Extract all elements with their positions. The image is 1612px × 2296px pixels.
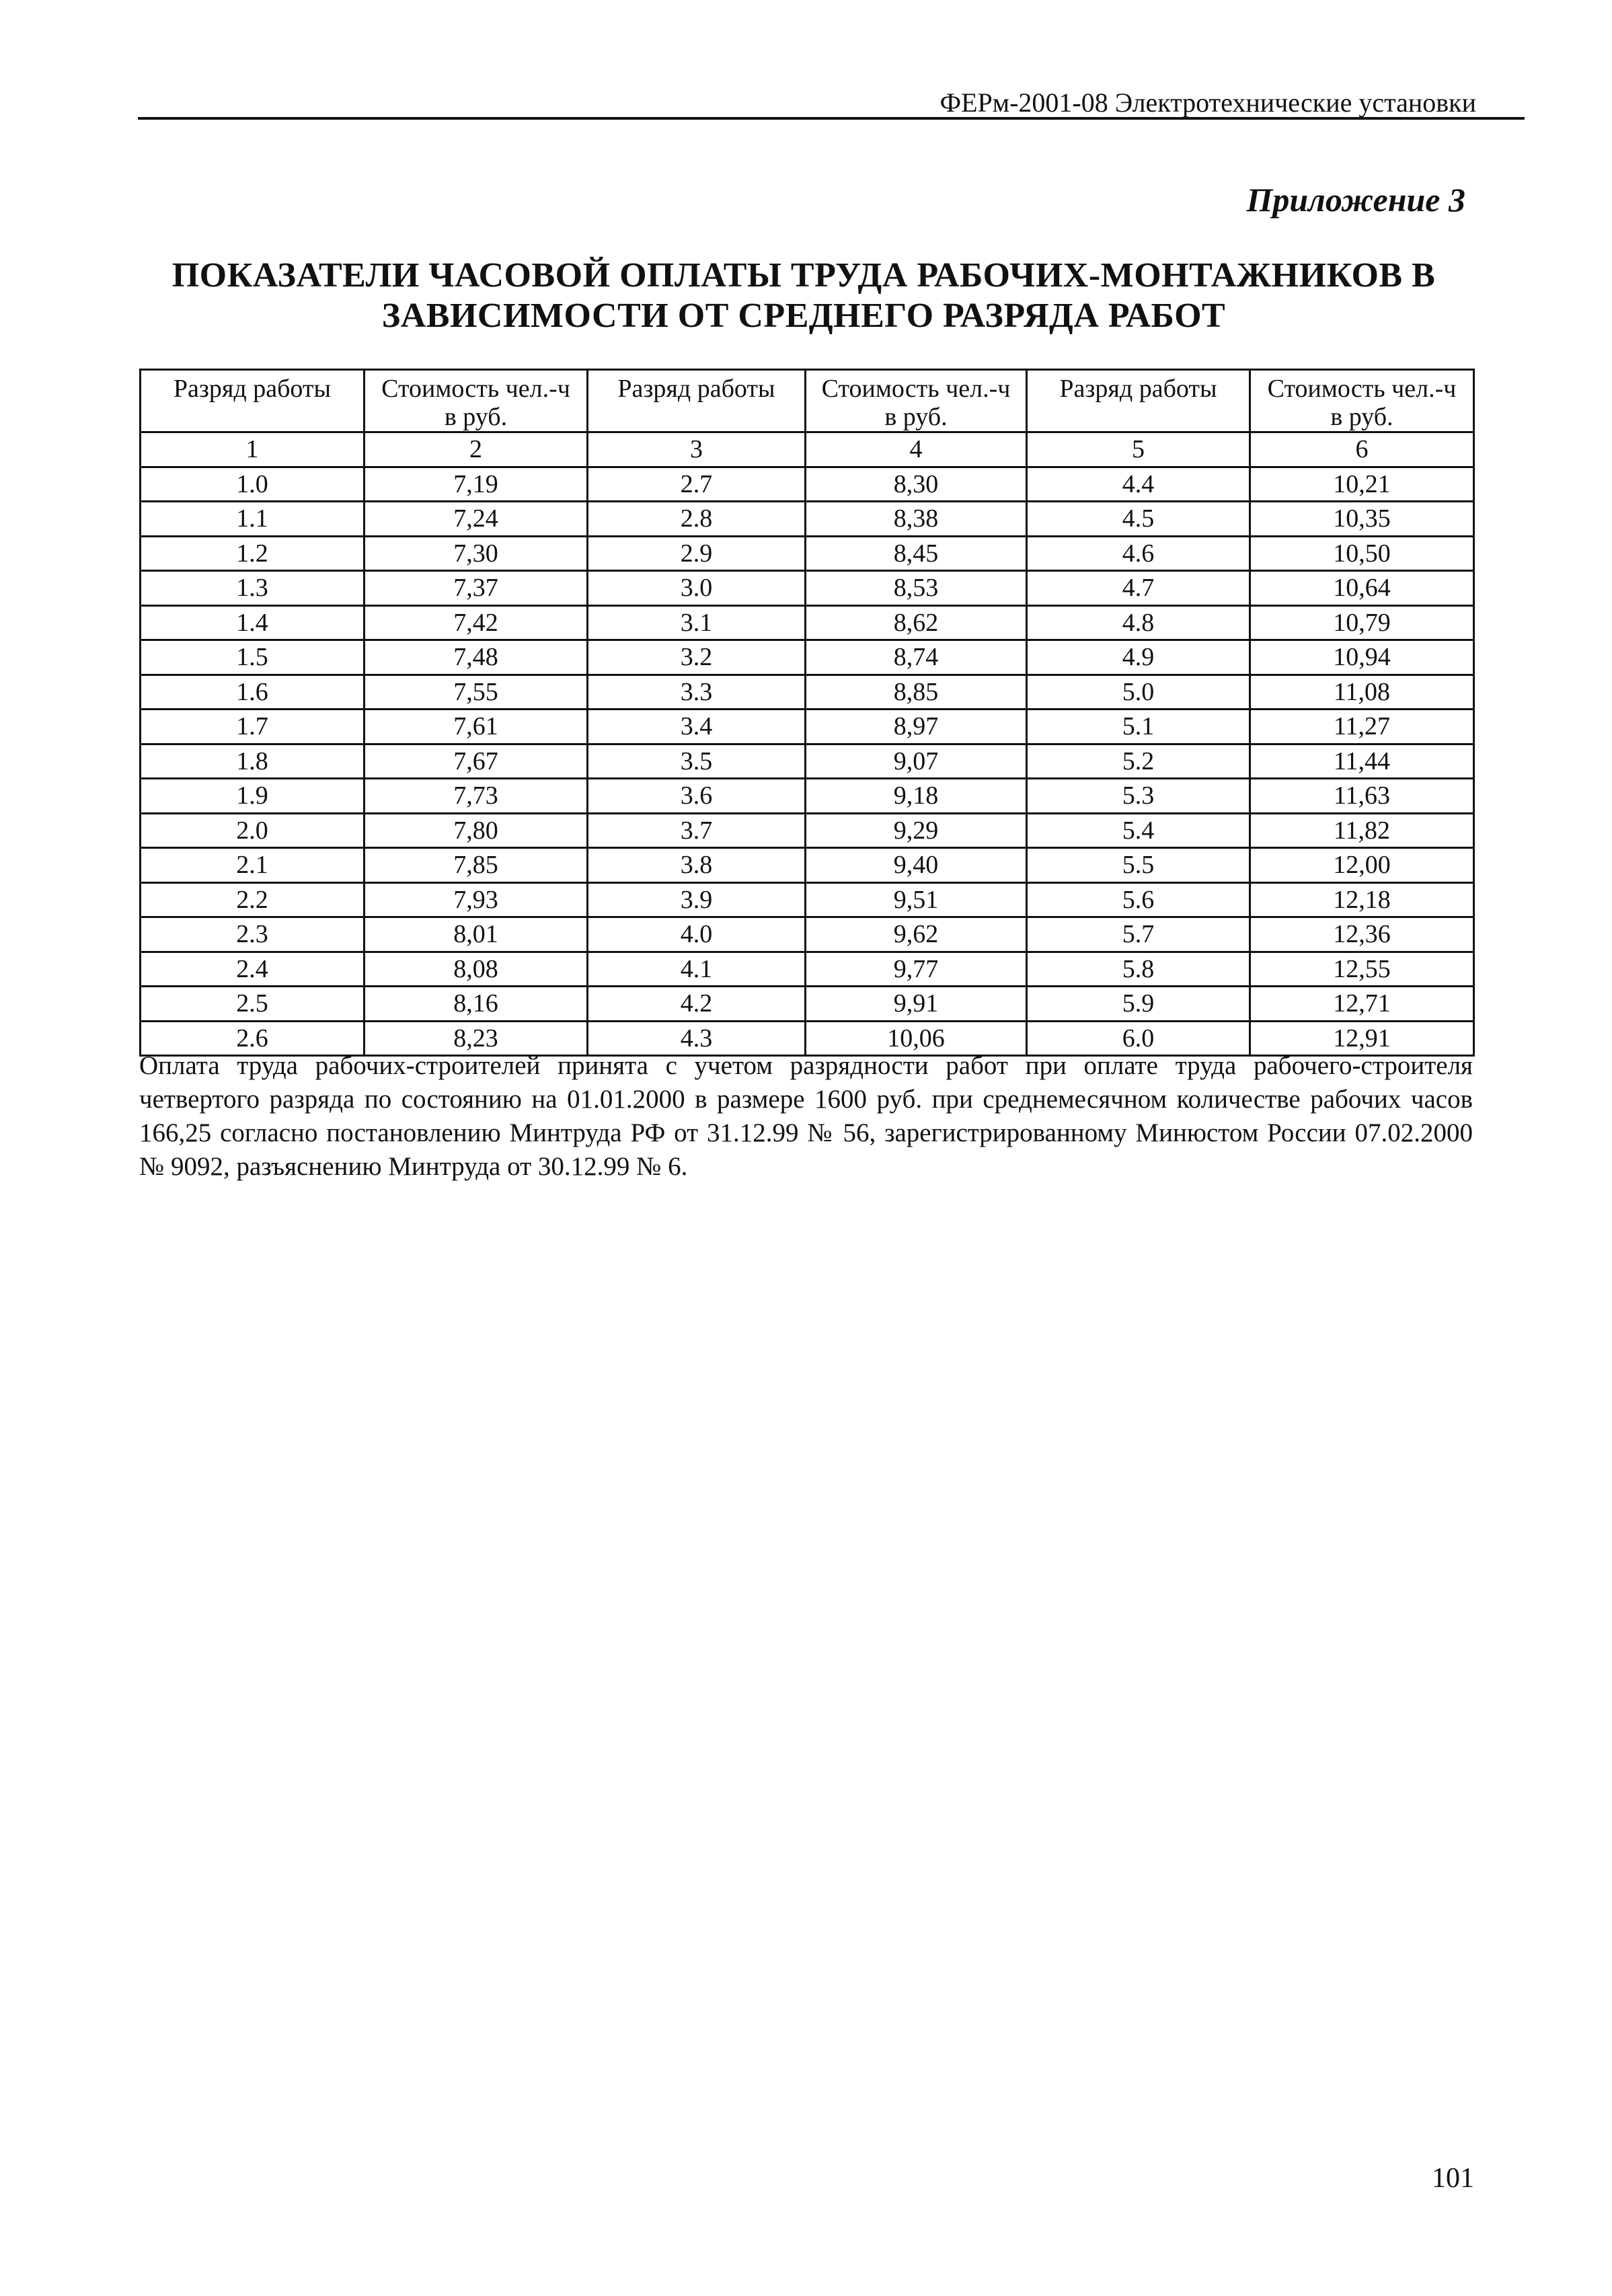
header-cell <box>141 370 364 432</box>
cost-cell: 8,74 <box>806 640 1027 675</box>
grade-cell: 1.2 <box>141 536 364 571</box>
table-row <box>141 675 1474 710</box>
cost-cell: 10,79 <box>1250 605 1474 640</box>
column-number: 2 <box>364 432 588 467</box>
cost-cell: 9,51 <box>806 882 1027 917</box>
cost-cell: 7,19 <box>364 467 588 502</box>
header-line: Разряд работы <box>1059 375 1217 403</box>
rates-table <box>139 369 1475 1057</box>
cost-cell: 10,64 <box>1250 571 1474 606</box>
grade-cell: 4.5 <box>1027 502 1250 537</box>
cost-cell: 9,29 <box>806 813 1027 848</box>
grade-cell: 4.6 <box>1027 536 1250 571</box>
cost-cell: 12,71 <box>1250 987 1474 1022</box>
table-row <box>141 640 1474 675</box>
page-number: 101 <box>1432 2163 1474 2194</box>
table-header-row <box>141 370 1474 432</box>
cost-cell: 9,18 <box>806 779 1027 814</box>
grade-cell: 1.0 <box>141 467 364 502</box>
grade-cell: 1.7 <box>141 710 364 744</box>
header-line: в руб. <box>1330 403 1393 431</box>
table-row <box>141 502 1474 537</box>
grade-cell: 4.7 <box>1027 571 1250 606</box>
grade-cell: 6.0 <box>1027 1021 1250 1056</box>
column-number: 3 <box>588 432 806 467</box>
cost-cell: 7,30 <box>364 536 588 571</box>
cost-cell: 12,91 <box>1250 1021 1474 1056</box>
cost-cell: 7,85 <box>364 848 588 883</box>
header-cell <box>588 370 806 432</box>
grade-cell: 1.1 <box>141 502 364 537</box>
header-cell <box>1250 370 1474 432</box>
table-row <box>141 744 1474 779</box>
grade-cell: 1.4 <box>141 605 364 640</box>
table-row <box>141 571 1474 606</box>
appendix-label: Приложение 3 <box>1246 181 1465 219</box>
table-row <box>141 779 1474 814</box>
table-row <box>141 882 1474 917</box>
table-row <box>141 952 1474 987</box>
cost-cell: 7,55 <box>364 675 588 710</box>
grade-cell: 3.4 <box>588 710 806 744</box>
table-row <box>141 605 1474 640</box>
cost-cell: 11,08 <box>1250 675 1474 710</box>
cost-cell: 7,93 <box>364 882 588 917</box>
cost-cell: 8,62 <box>806 605 1027 640</box>
footnote-paragraph: Оплата труда рабочих-строителей принята с учетом разрядности работ при оплате труда рабочего-строителя четвертого разряда по состоянию на 01.01.2000 в размере 1600 руб. при среднемесячном количестве рабочих часов 166,25 согласно постановлению Минтруда РФ от 31.12.99 № 56, зарегистрированному Минюстом России 07.02.2000 № 9092, разъяснению Минтруда от 30.12.99 № 6. <box>139 1051 1473 1181</box>
grade-cell: 2.9 <box>588 536 806 571</box>
cost-cell: 7,80 <box>364 813 588 848</box>
grade-cell: 1.3 <box>141 571 364 606</box>
column-number: 1 <box>141 432 364 467</box>
running-header <box>138 86 1525 120</box>
cost-cell: 9,07 <box>806 744 1027 779</box>
grade-cell: 5.6 <box>1027 882 1250 917</box>
grade-cell: 2.1 <box>141 848 364 883</box>
column-number: 4 <box>806 432 1027 467</box>
cost-cell: 8,45 <box>806 536 1027 571</box>
header-line: Стоимость чел.-ч <box>381 375 570 403</box>
cost-cell: 9,77 <box>806 952 1027 987</box>
grade-cell: 2.7 <box>588 467 806 502</box>
grade-cell: 1.9 <box>141 779 364 814</box>
cost-cell: 7,73 <box>364 779 588 814</box>
cost-cell: 7,37 <box>364 571 588 606</box>
grade-cell: 1.8 <box>141 744 364 779</box>
cost-cell: 11,63 <box>1250 779 1474 814</box>
grade-cell: 2.4 <box>141 952 364 987</box>
grade-cell: 2.5 <box>141 987 364 1022</box>
grade-cell: 4.4 <box>1027 467 1250 502</box>
cost-cell: 7,61 <box>364 710 588 744</box>
cost-cell: 12,36 <box>1250 917 1474 952</box>
grade-cell: 4.9 <box>1027 640 1250 675</box>
grade-cell: 4.3 <box>588 1021 806 1056</box>
cost-cell: 9,91 <box>806 987 1027 1022</box>
cost-cell: 8,97 <box>806 710 1027 744</box>
grade-cell: 3.9 <box>588 882 806 917</box>
grade-cell: 2.6 <box>141 1021 364 1056</box>
header-line: Разряд работы <box>617 375 775 403</box>
cost-cell: 8,85 <box>806 675 1027 710</box>
grade-cell: 5.3 <box>1027 779 1250 814</box>
table-row <box>141 467 1474 502</box>
running-title: ФЕРм-2001-08 Электротехнические установки <box>939 87 1476 118</box>
grade-cell: 2.3 <box>141 917 364 952</box>
grade-cell: 4.8 <box>1027 605 1250 640</box>
cost-cell: 9,62 <box>806 917 1027 952</box>
table-row <box>141 536 1474 571</box>
cost-cell: 8,38 <box>806 502 1027 537</box>
cost-cell: 11,44 <box>1250 744 1474 779</box>
grade-cell: 5.0 <box>1027 675 1250 710</box>
header-cell <box>806 370 1027 432</box>
cost-cell: 10,06 <box>806 1021 1027 1056</box>
cost-cell: 8,53 <box>806 571 1027 606</box>
grade-cell: 5.2 <box>1027 744 1250 779</box>
column-number: 5 <box>1027 432 1250 467</box>
cost-cell: 8,08 <box>364 952 588 987</box>
cost-cell: 10,35 <box>1250 502 1474 537</box>
cost-cell: 7,42 <box>364 605 588 640</box>
grade-cell: 3.0 <box>588 571 806 606</box>
cost-cell: 8,01 <box>364 917 588 952</box>
grade-cell: 3.5 <box>588 744 806 779</box>
table-row <box>141 710 1474 744</box>
table-row <box>141 848 1474 883</box>
header-cell <box>364 370 588 432</box>
table-row <box>141 987 1474 1022</box>
grade-cell: 5.4 <box>1027 813 1250 848</box>
cost-cell: 7,67 <box>364 744 588 779</box>
title-line-2: ЗАВИСИМОСТИ ОТ СРЕДНЕГО РАЗРЯДА РАБОТ <box>381 297 1226 335</box>
header-cell <box>1027 370 1250 432</box>
grade-cell: 5.5 <box>1027 848 1250 883</box>
grade-cell: 2.8 <box>588 502 806 537</box>
cost-cell: 9,40 <box>806 848 1027 883</box>
cost-cell: 7,48 <box>364 640 588 675</box>
cost-cell: 11,27 <box>1250 710 1474 744</box>
cost-cell: 8,23 <box>364 1021 588 1056</box>
cost-cell: 10,94 <box>1250 640 1474 675</box>
grade-cell: 5.8 <box>1027 952 1250 987</box>
grade-cell: 3.3 <box>588 675 806 710</box>
grade-cell: 5.7 <box>1027 917 1250 952</box>
header-line: Разряд работы <box>173 375 332 403</box>
grade-cell: 4.2 <box>588 987 806 1022</box>
grade-cell: 4.0 <box>588 917 806 952</box>
grade-cell: 3.8 <box>588 848 806 883</box>
grade-cell: 5.1 <box>1027 710 1250 744</box>
grade-cell: 5.9 <box>1027 987 1250 1022</box>
header-line: в руб. <box>444 403 508 431</box>
cost-cell: 12,55 <box>1250 952 1474 987</box>
grade-cell: 2.0 <box>141 813 364 848</box>
document-title <box>138 256 1469 336</box>
grade-cell: 1.6 <box>141 675 364 710</box>
table-row <box>141 813 1474 848</box>
cost-cell: 8,30 <box>806 467 1027 502</box>
header-line: Стоимость чел.-ч <box>821 375 1011 403</box>
cost-cell: 11,82 <box>1250 813 1474 848</box>
title-line-1: ПОКАЗАТЕЛИ ЧАСОВОЙ ОПЛАТЫ ТРУДА РАБОЧИХ-МОНТАЖНИКОВ В <box>171 256 1436 295</box>
grade-cell: 3.6 <box>588 779 806 814</box>
cost-cell: 12,00 <box>1250 848 1474 883</box>
cost-cell: 8,16 <box>364 987 588 1022</box>
cost-cell: 10,21 <box>1250 467 1474 502</box>
cost-cell: 10,50 <box>1250 536 1474 571</box>
cost-cell: 12,18 <box>1250 882 1474 917</box>
table-body <box>141 467 1474 1056</box>
grade-cell: 1.5 <box>141 640 364 675</box>
table-head <box>141 370 1474 467</box>
header-line: в руб. <box>884 403 948 431</box>
table-row <box>141 917 1474 952</box>
cost-cell: 7,24 <box>364 502 588 537</box>
grade-cell: 3.1 <box>588 605 806 640</box>
column-number-row <box>141 432 1474 467</box>
grade-cell: 3.2 <box>588 640 806 675</box>
header-line: Стоимость чел.-ч <box>1267 375 1457 403</box>
column-number: 6 <box>1250 432 1474 467</box>
grade-cell: 4.1 <box>588 952 806 987</box>
grade-cell: 2.2 <box>141 882 364 917</box>
grade-cell: 3.7 <box>588 813 806 848</box>
